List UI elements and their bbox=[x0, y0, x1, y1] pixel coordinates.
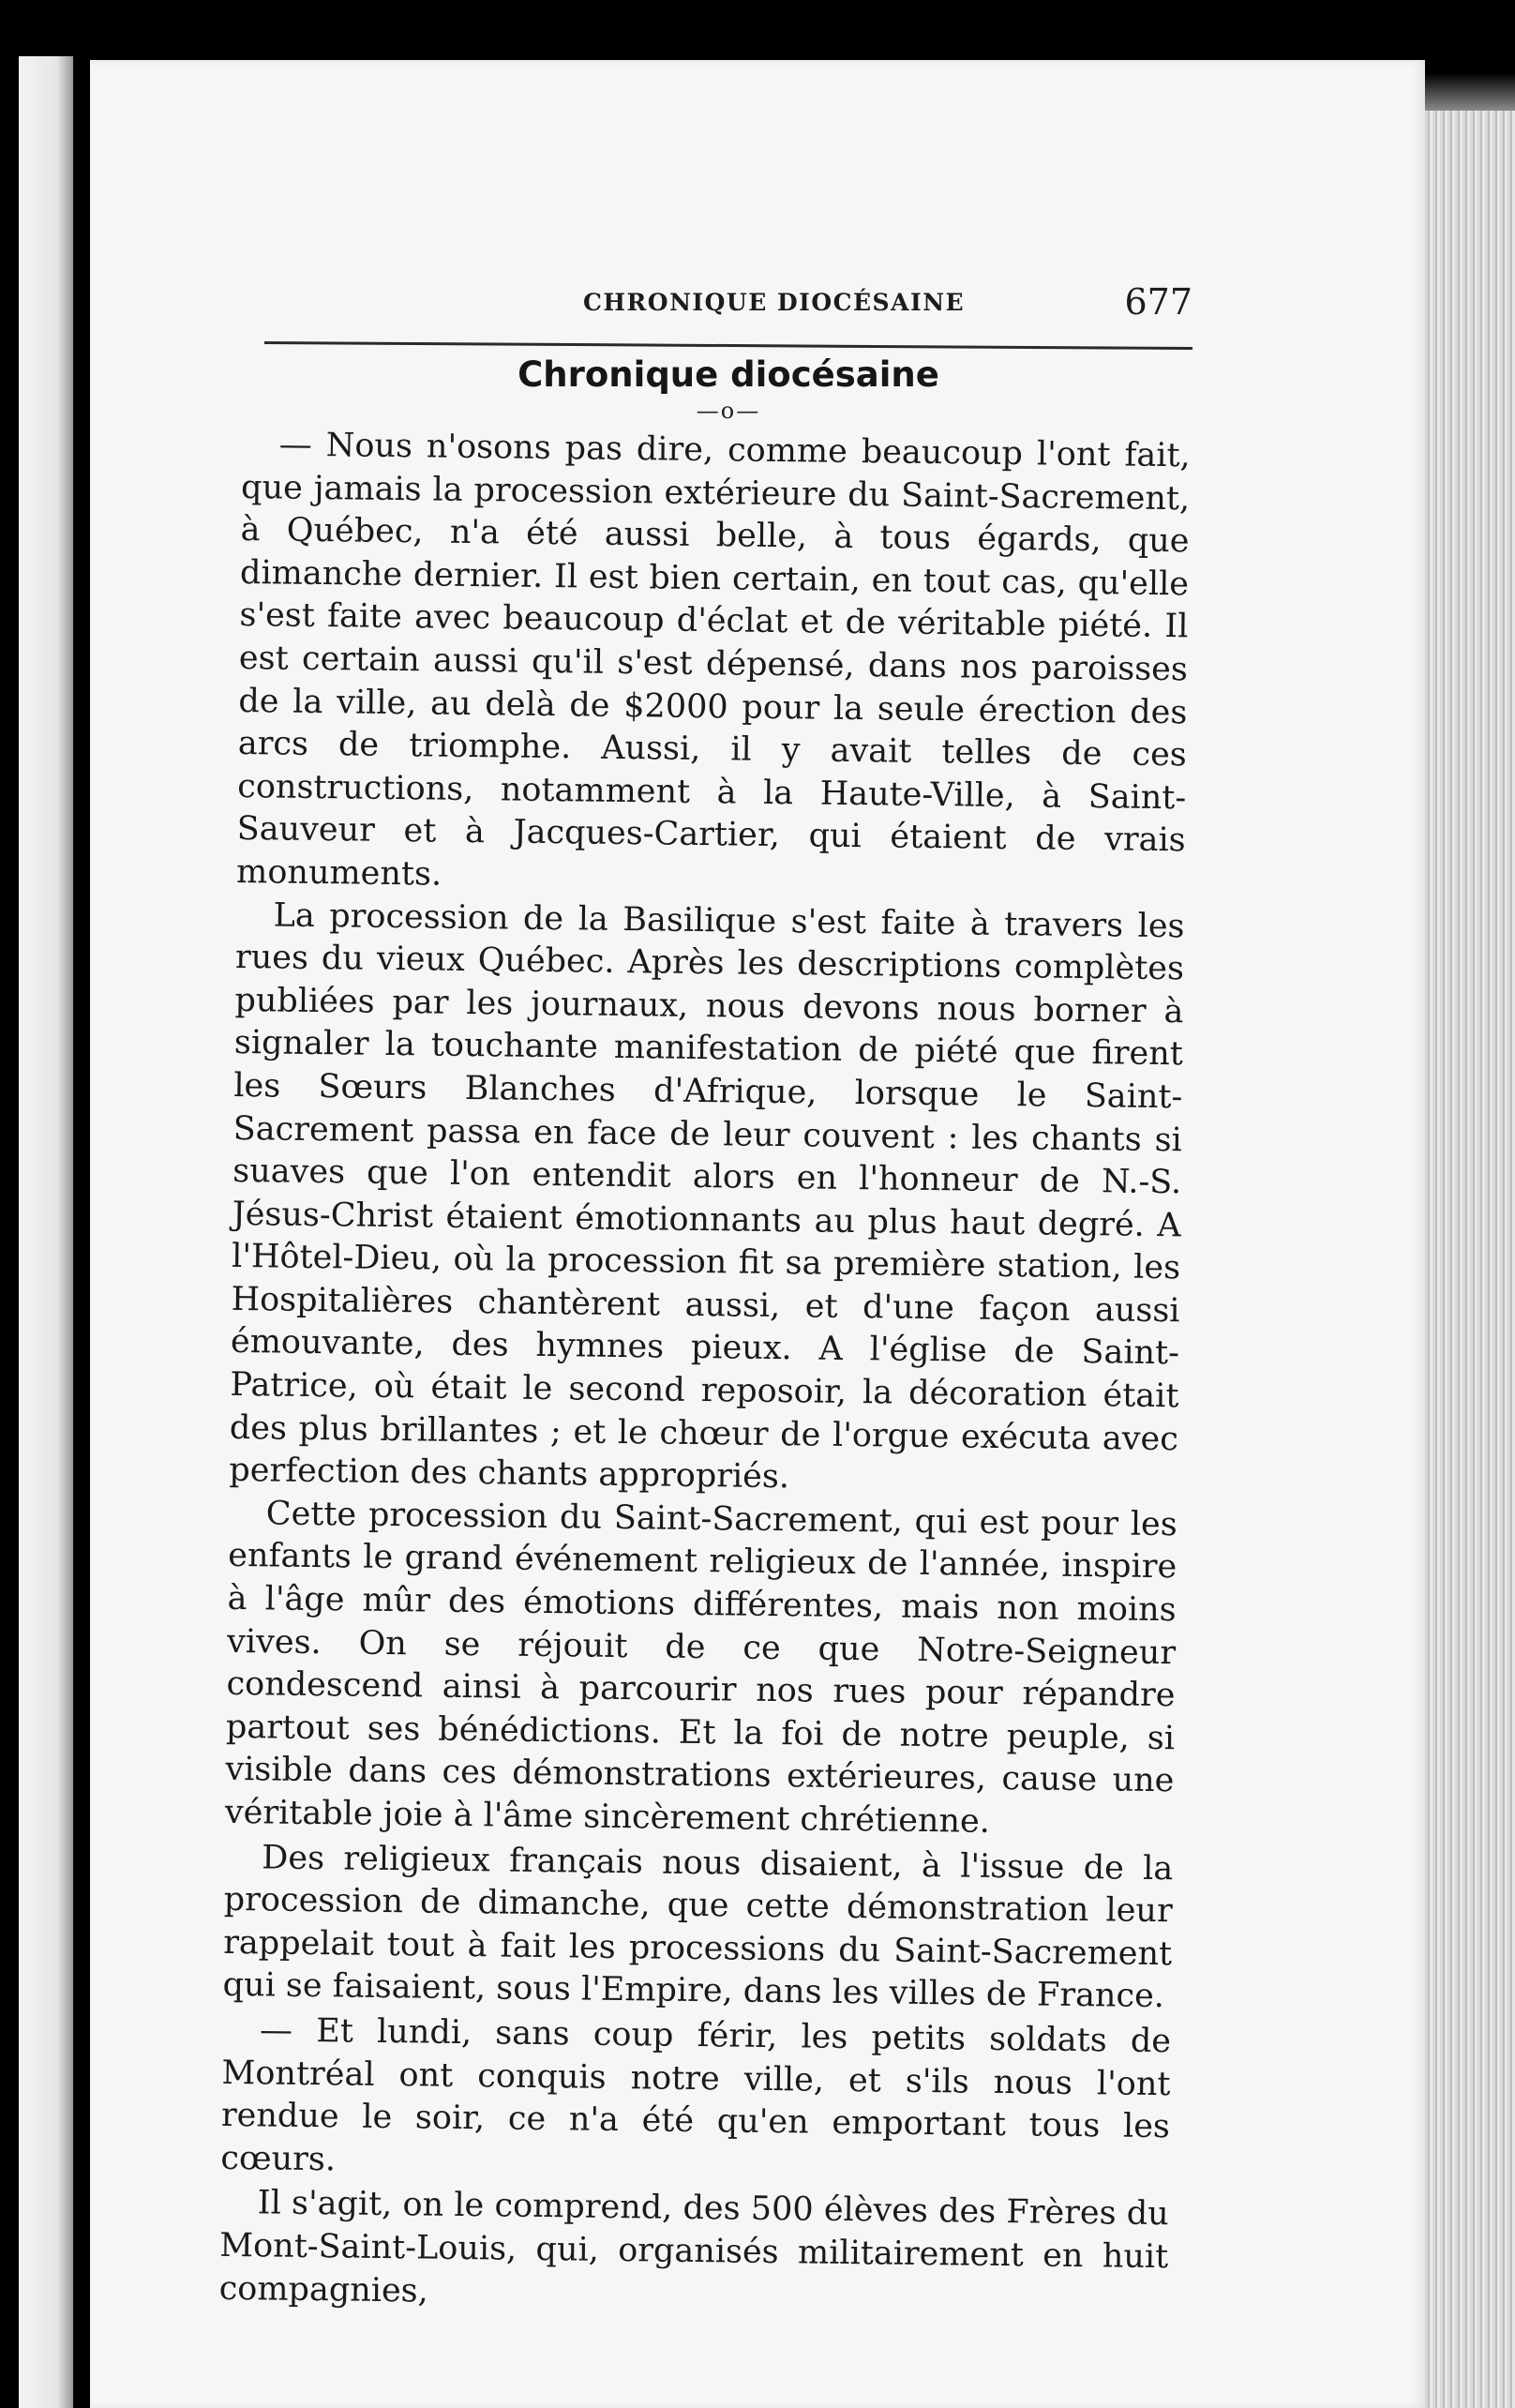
paragraph: — Et lundi, sans coup férir, les petits soldats de Montréal ont conquis notre ville, et s'ils nous l'ont rendue le soir, ce n'a été qu'en emportant tous les cœurs. bbox=[220, 2011, 1172, 2179]
paragraph: Des religieux français nous disaient, à l'issue de la procession de dimanche, que cette démonstration leur rappelait tout à fait les processions du Saint-Sacrement qui se faisaient, sous l'Empire, dans les villes de France. bbox=[222, 1838, 1174, 2016]
adjacent-page-edge bbox=[19, 56, 73, 2408]
article-title: Chronique diocésaine bbox=[518, 354, 939, 395]
paragraph: La procession de la Basilique s'est faite à travers les rues du vieux Québec. Après les descriptions complètes publiées par les journaux, nous devons nous borner à signaler la touchante manifestation de piété que firent les Sœurs Blanches d'Afrique, lorsque le Saint-Sacrement passa en face de leur couvent : les chants si suaves que l'on entendit alors en l'honneur de N.-S. Jésus-Christ étaient émotionnants au plus haut degré. A l'Hôtel-Dieu, où la procession fit sa première station, les Hospitalières chantèrent aussi, et d'une façon aussi émouvante, des hymnes pieux. A l'église de Saint-Patrice, où était le second reposoir, la décoration était des plus brillantes ; et le chœur de l'orgue exécuta avec perfection des chants appropriés. bbox=[229, 895, 1185, 1497]
running-header bbox=[264, 281, 1192, 338]
running-title: CHRONIQUE DIOCÉSAINE bbox=[583, 289, 966, 316]
paragraph: — Nous n'osons pas dire, comme beaucoup l'ont fait, que jamais la procession extérieure du Saint-Sacrement, à Québec, n'a été aussi belle, à tous égards, que dimanche dernier. Il est bien certain, en tout cas, qu'elle s'est faite avec beaucoup d'éclat et de véritable piété. Il est certain aussi qu'il s'est dépensé, dans nos paroisses de la ville, au delà de $2000 pour la seule érection des arcs de triomphe. Aussi, il y avait telles de ces constructions, notamment à la Haute-Ville, à Saint-Sauveur et à Jacques-Cartier, qui étaient de vrais monuments. bbox=[235, 426, 1191, 894]
page-number: 677 bbox=[1124, 281, 1192, 323]
stacked-page-edges bbox=[1425, 111, 1515, 2408]
title-ornament: —o— bbox=[696, 398, 761, 424]
paragraph: Cette procession du Saint-Sacrement, qui est pour les enfants le grand événement religieux de l'année, inspire à l'âge mûr des émotions différentes, mais non moins vives. On se réjouit de ce que Notre-Seigneur condescend ainsi à parcourir nos rues pour répandre partout ses bénédictions. Et la foi de notre peuple, si visible dans ces démonstrations extérieures, cause une véritable joie à l'âme sincèrement chrétienne. bbox=[224, 1495, 1178, 1841]
paragraph: Il s'agit, on le comprend, des 500 élèves des Frères du Mont-Saint-Louis, qui, organisés militairement en huit compagnies, bbox=[218, 2184, 1169, 2310]
article-body bbox=[218, 424, 1191, 2322]
